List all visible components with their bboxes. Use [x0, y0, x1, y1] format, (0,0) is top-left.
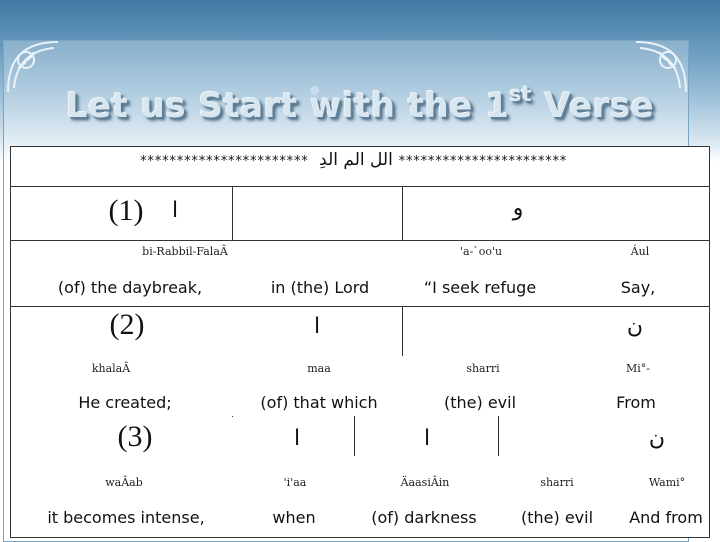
transliteration: sharri [466, 362, 500, 375]
table-rule [402, 186, 403, 241]
verse-number: (1) [108, 194, 144, 227]
arabic-word: ا [293, 426, 301, 451]
translation: (of) that which [260, 393, 378, 412]
verse-number: (2) [109, 308, 145, 341]
arabic-word: ن [648, 426, 666, 451]
table-rule [354, 416, 355, 456]
translation: it becomes intense, [47, 508, 205, 527]
translation: (of) darkness [371, 508, 477, 527]
title-text: Let us Start with the 1 [65, 86, 510, 126]
transliteration: maa [307, 362, 331, 375]
table-rule [498, 416, 499, 456]
transliteration: waÂab [105, 476, 143, 489]
translation: (the) evil [443, 393, 517, 412]
arabic-word: ا [423, 426, 431, 451]
title-text-end: Verse [531, 86, 655, 126]
arabic-word: و [512, 196, 524, 221]
table-rule [10, 306, 710, 307]
translation: (the) evil [520, 508, 594, 527]
table-rule [10, 186, 710, 187]
table-rule [232, 186, 233, 241]
translation: (of) the daybreak, [57, 278, 203, 297]
translation: “I seek refuge [423, 278, 537, 297]
transliteration: Ául [630, 245, 650, 258]
header-stars-left: *********************** [139, 154, 308, 169]
arabic-word: ن [626, 314, 644, 339]
transliteration: khalaÂ [91, 362, 131, 375]
header-arabic: الل الم الدِ [319, 150, 393, 170]
table-rule [232, 416, 233, 417]
translation: when [272, 508, 316, 527]
transliteration: 'a-`oo'u [459, 245, 503, 258]
transliteration: ÄaasiÂin [400, 476, 450, 489]
table-rule [10, 240, 710, 241]
arabic-word: ا [171, 198, 179, 223]
transliteration: Wami° [648, 476, 686, 489]
translation: From [616, 393, 656, 412]
title-superscript: st [509, 82, 532, 106]
translation: And from [629, 508, 703, 527]
translation: He created; [78, 393, 172, 412]
translation: Say, [620, 278, 656, 297]
transliteration: sharri [540, 476, 574, 489]
translation: in (the) Lord [270, 278, 370, 297]
verse-number: (3) [117, 420, 153, 453]
header-stars-right: *********************** [398, 154, 567, 169]
transliteration: Mi°- [626, 362, 650, 375]
table-rule [402, 306, 403, 356]
arabic-word: ا [313, 314, 321, 339]
transliteration: 'i'aa [283, 476, 307, 489]
slide-title [0, 82, 720, 126]
transliteration: bi-Rabbil-FalaÂ [142, 245, 228, 258]
